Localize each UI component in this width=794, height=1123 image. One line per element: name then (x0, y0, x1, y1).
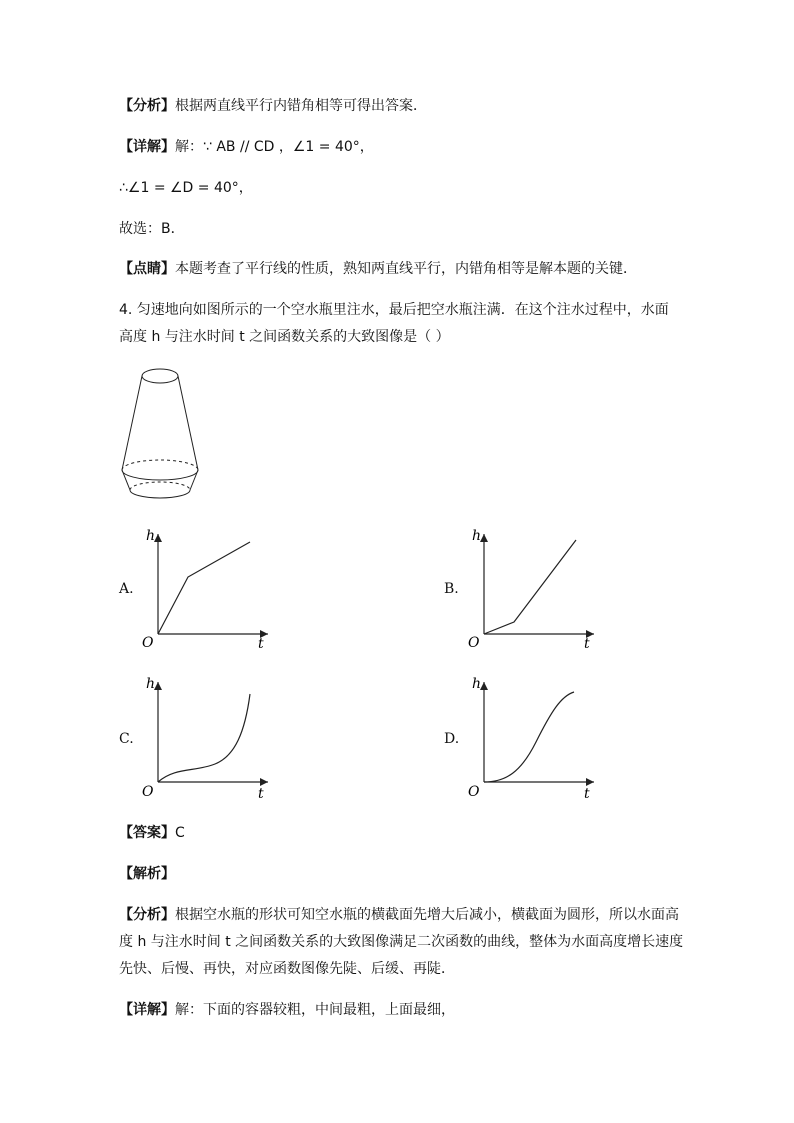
comment-paragraph (119, 259, 637, 279)
detail-text: 解：∵ AB // CD ，∠1 = 40°， (175, 139, 374, 155)
detail-tag: 【详解】 (119, 139, 175, 155)
origin-label: O (142, 784, 154, 800)
option-b-graph (466, 522, 601, 652)
axis-t-label: t (258, 636, 264, 652)
answer-tag: 【答案】 (119, 825, 175, 841)
analysis-tag: 【分析】 (119, 907, 175, 923)
detail-text: 解：下面的容器较粗，中间最粗，上面最细， (175, 1002, 455, 1018)
solution-heading: 【解析】 (119, 866, 175, 882)
axis-h-label: h (472, 676, 482, 692)
analysis-paragraph-2-line-2: 度 h 与注水时间 t 之间函数关系的大致图像满足二次函数的曲线，整体为水面高度增长速度 (119, 934, 684, 950)
question-4-line-2: 高度 h 与注水时间 t 之间函数关系的大致图像是（ ） (119, 329, 450, 345)
analysis-paragraph-2-line-1 (119, 905, 679, 925)
detail-paragraph-2 (119, 1000, 455, 1020)
option-c-graph (140, 672, 275, 802)
analysis-tag: 【分析】 (119, 98, 175, 114)
option-b-label: B. (444, 581, 459, 597)
option-a-label: A. (119, 581, 134, 597)
comment-tag: 【点睛】 (119, 261, 175, 277)
question-4-line-1: 4. 匀速地向如图所示的一个空水瓶里注水，最后把空水瓶注满．在这个注水过程中，水面 (119, 302, 669, 318)
axis-t-label: t (584, 786, 590, 802)
answer-line (119, 823, 185, 843)
option-d-graph (466, 672, 601, 802)
origin-label: O (142, 635, 154, 651)
option-d-label: D. (444, 731, 460, 747)
option-c-label: C. (119, 731, 134, 747)
option-a-graph (140, 522, 275, 652)
axis-t-label: t (584, 636, 590, 652)
detail-tag: 【详解】 (119, 1002, 175, 1018)
bottle-figure (118, 364, 208, 504)
analysis-text: 根据两直线平行内错角相等可得出答案． (175, 98, 427, 114)
axis-h-label: h (146, 676, 156, 692)
therefore-line: ∴∠1 = ∠D = 40°， (119, 180, 253, 196)
analysis-text: 根据空水瓶的形状可知空水瓶的横截面先增大后减小，横截面为圆形，所以水面高 (175, 907, 679, 923)
analysis-paragraph-2-line-3: 先快、后慢、再快，对应函数图像先陡、后缓、再陡． (119, 961, 455, 977)
choice-line: 故选：B． (119, 221, 185, 237)
axis-h-label: h (146, 528, 156, 544)
answer-value: C (175, 825, 185, 841)
origin-label: O (468, 635, 480, 651)
axis-h-label: h (472, 528, 482, 544)
analysis-paragraph-1 (119, 96, 427, 116)
axis-t-label: t (258, 786, 264, 802)
origin-label: O (468, 784, 480, 800)
comment-text: 本题考查了平行线的性质，熟知两直线平行，内错角相等是解本题的关键． (175, 261, 637, 277)
detail-paragraph-1 (119, 137, 374, 157)
